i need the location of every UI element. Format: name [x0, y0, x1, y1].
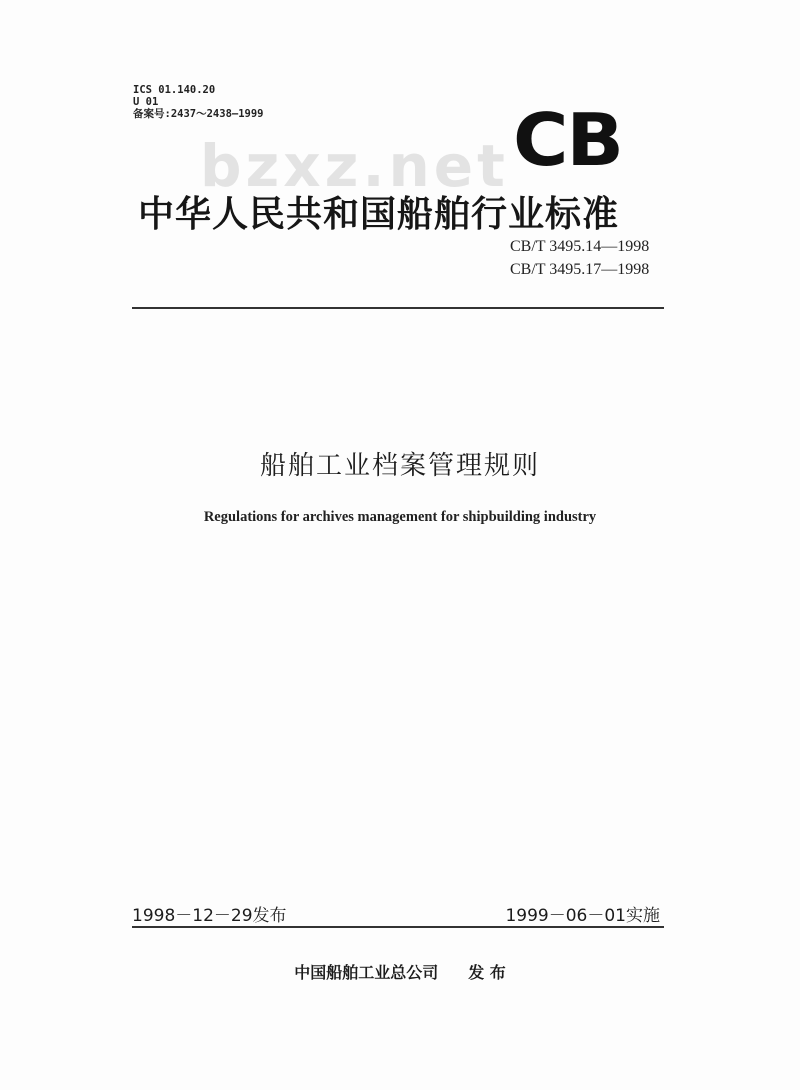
- bottom-divider: [132, 926, 664, 928]
- ics-code: ICS 01.140.20: [133, 84, 216, 96]
- top-divider: [132, 307, 664, 309]
- document-title-english: Regulations for archives management for shipbuilding industry: [203, 509, 597, 525]
- standard-codes: [510, 235, 649, 281]
- publisher: [0, 960, 800, 983]
- publisher-name: 中国船舶工业总公司: [294, 963, 439, 982]
- record-number: 备案号:2437～2438—1999: [133, 108, 264, 120]
- publisher-action: 发 布: [468, 963, 506, 982]
- document-title: 船舶工业档案管理规则: [259, 451, 540, 481]
- cb-logo: CB: [513, 98, 622, 182]
- class-code: U 01: [133, 96, 159, 108]
- standard-title: 中华人民共和国船舶行业标准: [138, 193, 620, 235]
- issue-date: 1998－12－29发布: [132, 906, 287, 926]
- standard-code: CB/T 3495.14—1998: [510, 238, 650, 255]
- implementation-date: 1999－06－01实施: [505, 906, 660, 926]
- standard-code: CB/T 3495.17—1998: [510, 261, 650, 278]
- watermark: bzxz.net: [200, 132, 509, 200]
- classification-block: [133, 84, 264, 120]
